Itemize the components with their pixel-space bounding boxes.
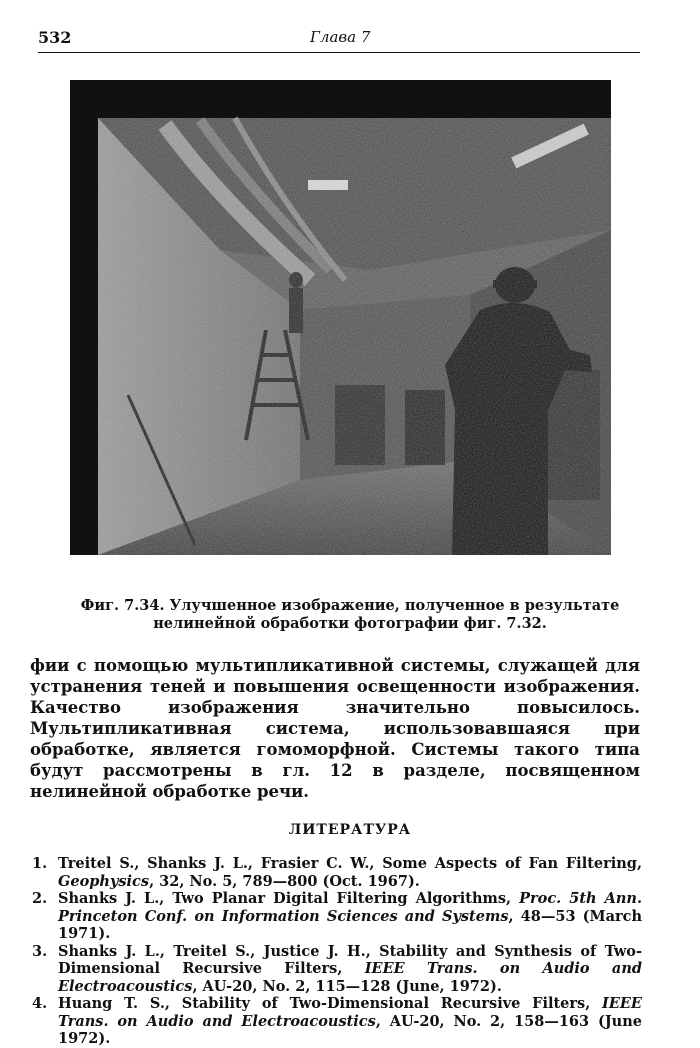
reference-item: 1. Treitel S., Shanks J. L., Frasier C. W., Some Aspects of Fan Filtering, Geophysics, 32, No. 5, 789—800 (Oct. 1967). (32, 855, 642, 890)
photograph-image (70, 80, 611, 555)
figure-photograph (70, 80, 611, 555)
reference-item: 3. Shanks J. L., Treitel S., Justice J. H., Stability and Synthesis of Two-Dimensional Recursive Filters, IEEE Trans. on Audio and Electroacoustics, AU-20, No. 2, 115—128 (June, 1972). (32, 942, 642, 995)
page-number: 532 (38, 28, 72, 47)
reference-source: Geophysics (58, 872, 150, 890)
reference-number: 4. (32, 995, 48, 1012)
references-heading: ЛИТЕРАТУРА (288, 822, 412, 838)
reference-source: Proc. 5th Ann. Princeton Conf. on Information Sciences and Systems (58, 890, 642, 925)
body-paragraph (30, 655, 640, 802)
paragraph-text: фии с помощью мультипликативной системы, служащей для устранения теней и повышения освещенности изображения. Качество изображения значительно повысилось. Мультипликативная система, использовавшаяся при обработке, является гомоморфной. Системы такого типа будут рассмотрены в гл. 12 в разделе, посвященном нелинейной обработке речи. (30, 656, 640, 801)
running-title: Глава 7 (310, 28, 371, 46)
reference-number: 1. (32, 855, 48, 872)
reference-item: 4. Huang T. S., Stability of Two-Dimensional Recursive Filters, IEEE Trans. on Audio and Electroacoustics, AU-20, No. 2, 158—163 (June 1972). (32, 995, 642, 1047)
reference-source: IEEE Trans. on Audio and Electroacoustics (58, 995, 642, 1030)
reference-source: IEEE Trans. on Audio and Electroacoustics (58, 960, 642, 995)
references-list (30, 855, 642, 1048)
page-header (38, 28, 640, 48)
reference-number: 3. (32, 942, 48, 960)
reference-number: 2. (32, 890, 48, 907)
header-rule (38, 52, 640, 53)
figure-caption: Фиг. 7.34. Улучшенное изображение, полученное в результате нелинейной обработки фотографии фиг. 7.32. (80, 597, 620, 632)
reference-item: 2. Shanks J. L., Two Planar Digital Filtering Algorithms, Proc. 5th Ann. Princeton Conf. on Information Sciences and Systems, 48—53 (March 1971). (32, 890, 642, 942)
